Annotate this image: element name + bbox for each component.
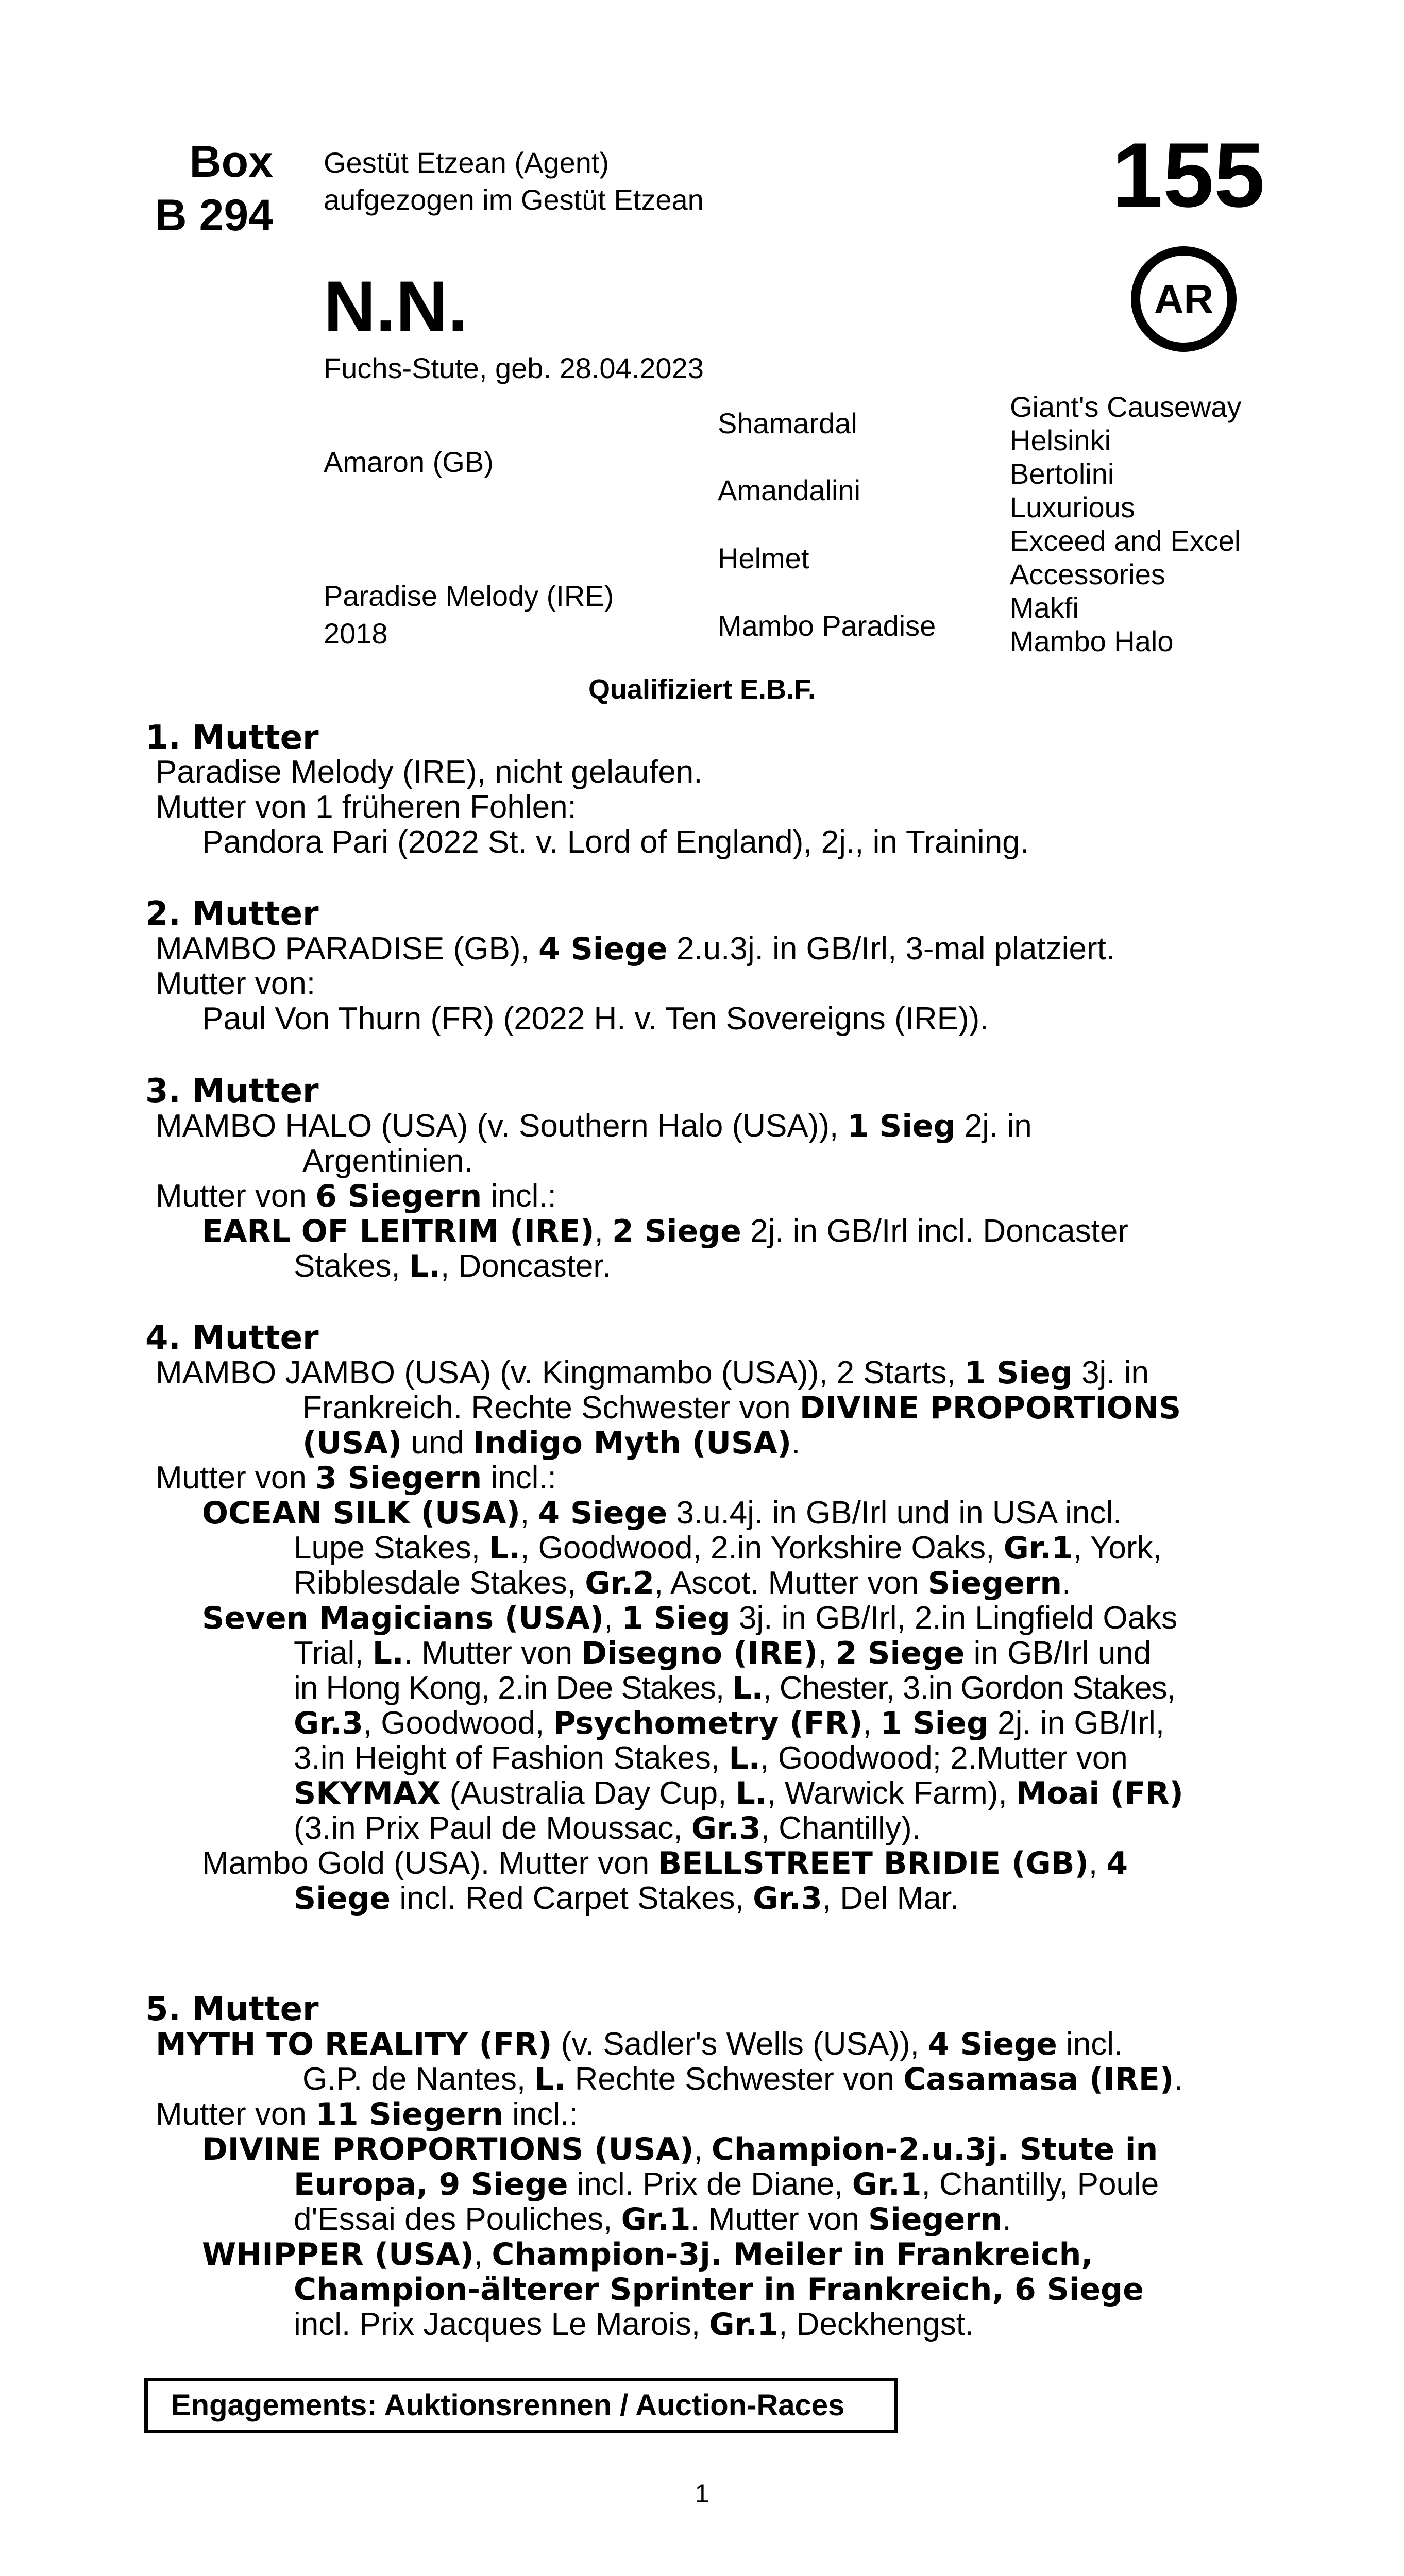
- text-line: Pandora Pari (2022 St. v. Lord of England), 2j., in Training.: [202, 824, 1029, 860]
- pedigree-dam-year: 2018: [324, 617, 388, 650]
- pedigree-gen2-item: Helmet: [718, 542, 809, 574]
- text-line: DIVINE PROPORTIONS (USA), Champion-2.u.3j. Stute in: [202, 2131, 1158, 2167]
- text-line: 3.in Height of Fashion Stakes, L., Goodwood; 2.Mutter von: [294, 1740, 1128, 1776]
- pedigree-gen3-item: Mambo Halo: [1010, 625, 1174, 657]
- text-line: Paradise Melody (IRE), nicht gelaufen.: [156, 754, 703, 790]
- text-line: EARL OF LEITRIM (IRE), 2 Siege 2j. in GB/Irl incl. Doncaster: [202, 1213, 1128, 1249]
- seller-block: [324, 144, 704, 218]
- text-line: Siege incl. Red Carpet Stakes, Gr.3, Del Mar.: [294, 1880, 959, 1917]
- text-line: Mutter von:: [156, 966, 316, 1002]
- section-heading: 2. Mutter: [145, 895, 319, 933]
- pedigree-gen2-item: Amandalini: [718, 474, 861, 506]
- text-line: Seven Magicians (USA), 1 Sieg 3j. in GB/Irl, 2.in Lingfield Oaks: [202, 1600, 1178, 1636]
- text-line: Argentinien.: [302, 1143, 473, 1179]
- pedigree-gen2-item: Shamardal: [718, 407, 857, 439]
- pedigree-gen3-item: Giant's Causeway: [1010, 391, 1242, 423]
- section-heading: 4. Mutter: [145, 1319, 319, 1357]
- section-heading: 3. Mutter: [145, 1072, 319, 1110]
- text-line: d'Essai des Pouliches, Gr.1. Mutter von Siegern.: [294, 2201, 1011, 2238]
- text-line: MYTH TO REALITY (FR) (v. Sadler's Wells (USA)), 4 Siege incl.: [156, 2026, 1123, 2062]
- text-line: Stakes, L., Doncaster.: [294, 1248, 611, 1284]
- text-line: OCEAN SILK (USA), 4 Siege 3.u.4j. in GB/Irl und in USA incl.: [202, 1495, 1122, 1531]
- pedigree-gen3-item: Accessories: [1010, 558, 1165, 590]
- qualification: Qualifiziert E.B.F.: [588, 674, 816, 705]
- box-label: Box: [189, 137, 273, 187]
- engagements-box: Engagements: Auktionsrennen / Auction-Races: [144, 2378, 898, 2433]
- pedigree-gen3-item: Bertolini: [1010, 457, 1114, 490]
- text-line: G.P. de Nantes, L. Rechte Schwester von Casamasa (IRE).: [302, 2061, 1183, 2097]
- text-line: SKYMAX (Australia Day Cup, L., Warwick Farm), Moai (FR): [294, 1775, 1183, 1811]
- section-heading: 1. Mutter: [145, 719, 319, 757]
- text-line: Europa, 9 Siege incl. Prix de Diane, Gr.1, Chantilly, Poule: [294, 2166, 1159, 2202]
- box-number: B 294: [155, 191, 273, 240]
- seller: Gestüt Etzean (Agent): [324, 146, 610, 179]
- pedigree-sire: Amaron (GB): [324, 446, 494, 478]
- horse-name: N.N.: [324, 266, 468, 347]
- pedigree-gen3-item: Luxurious: [1010, 491, 1135, 523]
- text-line: MAMBO PARADISE (GB), 4 Siege 2.u.3j. in GB/Irl, 3-mal platziert.: [156, 931, 1115, 967]
- pedigree-gen3-item: Makfi: [1010, 591, 1079, 624]
- text-line: Mambo Gold (USA). Mutter von BELLSTREET BRIDIE (GB), 4: [202, 1845, 1128, 1882]
- text-line: Mutter von 6 Siegern incl.:: [156, 1178, 556, 1214]
- text-line: in Hong Kong, 2.in Dee Stakes, L., Chester, 3.in Gordon Stakes,: [294, 1670, 1175, 1706]
- text-line: Champion-älterer Sprinter in Frankreich, 6 Siege: [294, 2272, 1144, 2308]
- pedigree-gen2-item: Mambo Paradise: [718, 609, 936, 642]
- text-line: (USA) und Indigo Myth (USA).: [302, 1425, 801, 1461]
- box-block: [144, 135, 273, 242]
- text-line: Mutter von 11 Siegern incl.:: [156, 2096, 578, 2132]
- text-line: Frankreich. Rechte Schwester von DIVINE PROPORTIONS: [302, 1390, 1181, 1426]
- text-line: Mutter von 1 früheren Fohlen:: [156, 789, 577, 825]
- text-line: MAMBO HALO (USA) (v. Southern Halo (USA)), 1 Sieg 2j. in: [156, 1108, 1032, 1144]
- lot-number: 155: [1112, 124, 1265, 226]
- section-heading: 5. Mutter: [145, 1990, 319, 2028]
- text-line: Trial, L.. Mutter von Disegno (IRE), 2 Siege in GB/Irl und: [294, 1635, 1152, 1671]
- text-line: Lupe Stakes, L., Goodwood, 2.in Yorkshire Oaks, Gr.1, York,: [294, 1530, 1162, 1566]
- text-line: Gr.3, Goodwood, Psychometry (FR), 1 Sieg 2j. in GB/Irl,: [294, 1705, 1164, 1741]
- text-line: WHIPPER (USA), Champion-3j. Meiler in Frankreich,: [202, 2236, 1093, 2273]
- raised-at: aufgezogen im Gestüt Etzean: [324, 183, 704, 216]
- text-line: Paul Von Thurn (FR) (2022 H. v. Ten Sovereigns (IRE)).: [202, 1001, 989, 1037]
- text-line: Ribblesdale Stakes, Gr.2, Ascot. Mutter von Siegern.: [294, 1565, 1071, 1601]
- pedigree-gen3-item: Helsinki: [1010, 424, 1111, 456]
- pedigree-dam: Paradise Melody (IRE): [324, 580, 614, 612]
- text-line: incl. Prix Jacques Le Marois, Gr.1, Deckhengst.: [294, 2307, 974, 2343]
- page-number: 1: [695, 2479, 709, 2508]
- text-line: Mutter von 3 Siegern incl.:: [156, 1460, 556, 1496]
- text-line: MAMBO JAMBO (USA) (v. Kingmambo (USA)), 2 Starts, 1 Sieg 3j. in: [156, 1355, 1149, 1391]
- text-line: (3.in Prix Paul de Moussac, Gr.3, Chantilly).: [294, 1810, 921, 1846]
- horse-description: Fuchs-Stute, geb. 28.04.2023: [324, 352, 704, 384]
- pedigree-gen3-item: Exceed and Excel: [1010, 524, 1241, 557]
- ar-badge: AR: [1131, 246, 1237, 352]
